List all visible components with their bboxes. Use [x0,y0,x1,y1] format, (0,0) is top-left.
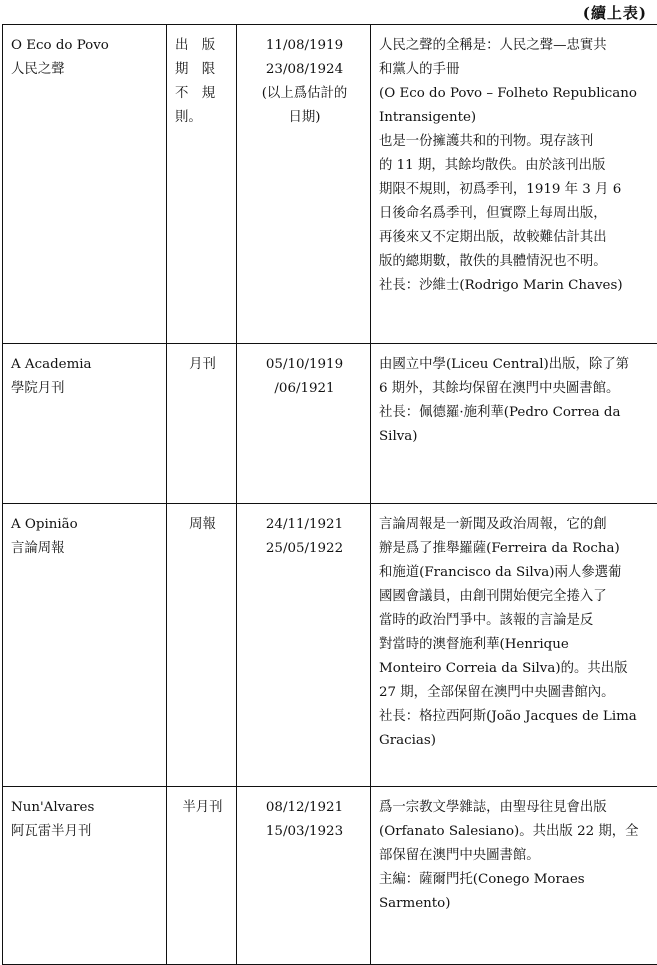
note-line: 社長：格拉西阿斯(João Jacques de Lima [379,705,657,729]
note-line: 爲一宗教文學雜誌，由聖母往見會出版 [379,796,657,820]
end-date: 15/03/1923 [245,820,364,844]
date-note: (以上爲估計的 [245,82,364,106]
start-date: 24/11/1921 [245,513,364,537]
frequency-line: 不 規 [175,82,230,106]
title-chinese: 學院月刊 [11,377,160,401]
title-cell [3,25,167,344]
frequency-line: 出 版 [175,34,230,58]
frequency-line: 則。 [175,106,230,130]
note-line: 6 期外，其餘均保留在澳門中央圖書館。 [379,377,657,401]
note-line: 由國立中學(Liceu Central)出版，除了第 [379,353,657,377]
frequency-line: 月刊 [175,353,230,377]
title-chinese: 阿瓦雷半月刊 [11,820,160,844]
note-line: 部保留在澳門中央圖書館。 [379,844,657,868]
note-line: 言論周報是一新聞及政治周報，它的創 [379,513,657,537]
note-line: Silva) [379,425,657,449]
note-line: 人民之聲的全稱是：人民之聲—忠實共 [379,34,657,58]
table-row [3,25,657,344]
dates-cell [237,25,371,344]
table-row [3,504,657,787]
note-line: 再後來又不定期出版，故較難估計其出 [379,226,657,250]
table-row [3,787,657,965]
frequency-cell [167,25,237,344]
title-chinese: 人民之聲 [11,58,160,82]
note-line: (O Eco do Povo – Folheto Republicano [379,82,657,106]
frequency-cell [167,787,237,965]
note-line: Sarmento) [379,892,657,916]
start-date: 08/12/1921 [245,796,364,820]
dates-cell [237,344,371,504]
dates-cell [237,787,371,965]
title-chinese: 言論周報 [11,537,160,561]
continued-label: (續上表) [583,2,647,23]
note-line: 當時的政治鬥爭中。該報的言論是反 [379,609,657,633]
note-line: 辦是爲了推舉羅薩(Ferreira da Rocha) [379,537,657,561]
table-row [3,344,657,504]
title-cell [3,344,167,504]
start-date: 11/08/1919 [245,34,364,58]
frequency-cell [167,344,237,504]
title-cell [3,504,167,787]
note-line: 和黨人的手冊 [379,58,657,82]
note-line: 的 11 期，其餘均散佚。由於該刊出版 [379,154,657,178]
dates-cell [237,504,371,787]
note-line: 版的總期數，散佚的具體情況也不明。 [379,250,657,274]
note-line: Gracias) [379,729,657,753]
note-line: 國國會議員，由創刊開始便完全捲入了 [379,585,657,609]
end-date: 23/08/1924 [245,58,364,82]
title-latin: A Opinião [11,513,160,537]
note-line: 也是一份擁護共和的刊物。現存該刊 [379,130,657,154]
periodicals-table [2,24,657,965]
notes-cell [371,25,657,344]
note-line: 主編：薩爾門托(Conego Moraes [379,868,657,892]
note-line: 27 期，全部保留在澳門中央圖書館內。 [379,681,657,705]
note-line: 對當時的澳督施利華(Henrique [379,633,657,657]
end-date: /06/1921 [245,377,364,401]
notes-cell [371,504,657,787]
note-line: 社長：佩德羅·施利華(Pedro Correa da [379,401,657,425]
title-latin: O Eco do Povo [11,34,160,58]
title-cell [3,787,167,965]
title-latin: A Academia [11,353,160,377]
note-line: 日後命名爲季刊，但實際上每周出版， [379,202,657,226]
note-line: Monteiro Correia da Silva)的。共出版 [379,657,657,681]
notes-cell [371,344,657,504]
note-line: 期限不規則，初爲季刊，1919 年 3 月 6 [379,178,657,202]
frequency-line: 期 限 [175,58,230,82]
frequency-line: 周報 [175,513,230,537]
frequency-cell [167,504,237,787]
title-latin: Nun'Alvares [11,796,160,820]
notes-cell [371,787,657,965]
frequency-line: 半月刊 [175,796,230,820]
note-line: (Orfanato Salesiano)。共出版 22 期，全 [379,820,657,844]
start-date: 05/10/1919 [245,353,364,377]
note-line: 和施道(Francisco da Silva)兩人參選葡 [379,561,657,585]
date-note: 日期) [245,106,364,130]
end-date: 25/05/1922 [245,537,364,561]
note-line: 社長：沙維士(Rodrigo Marin Chaves) [379,274,657,298]
note-line: Intransigente) [379,106,657,130]
